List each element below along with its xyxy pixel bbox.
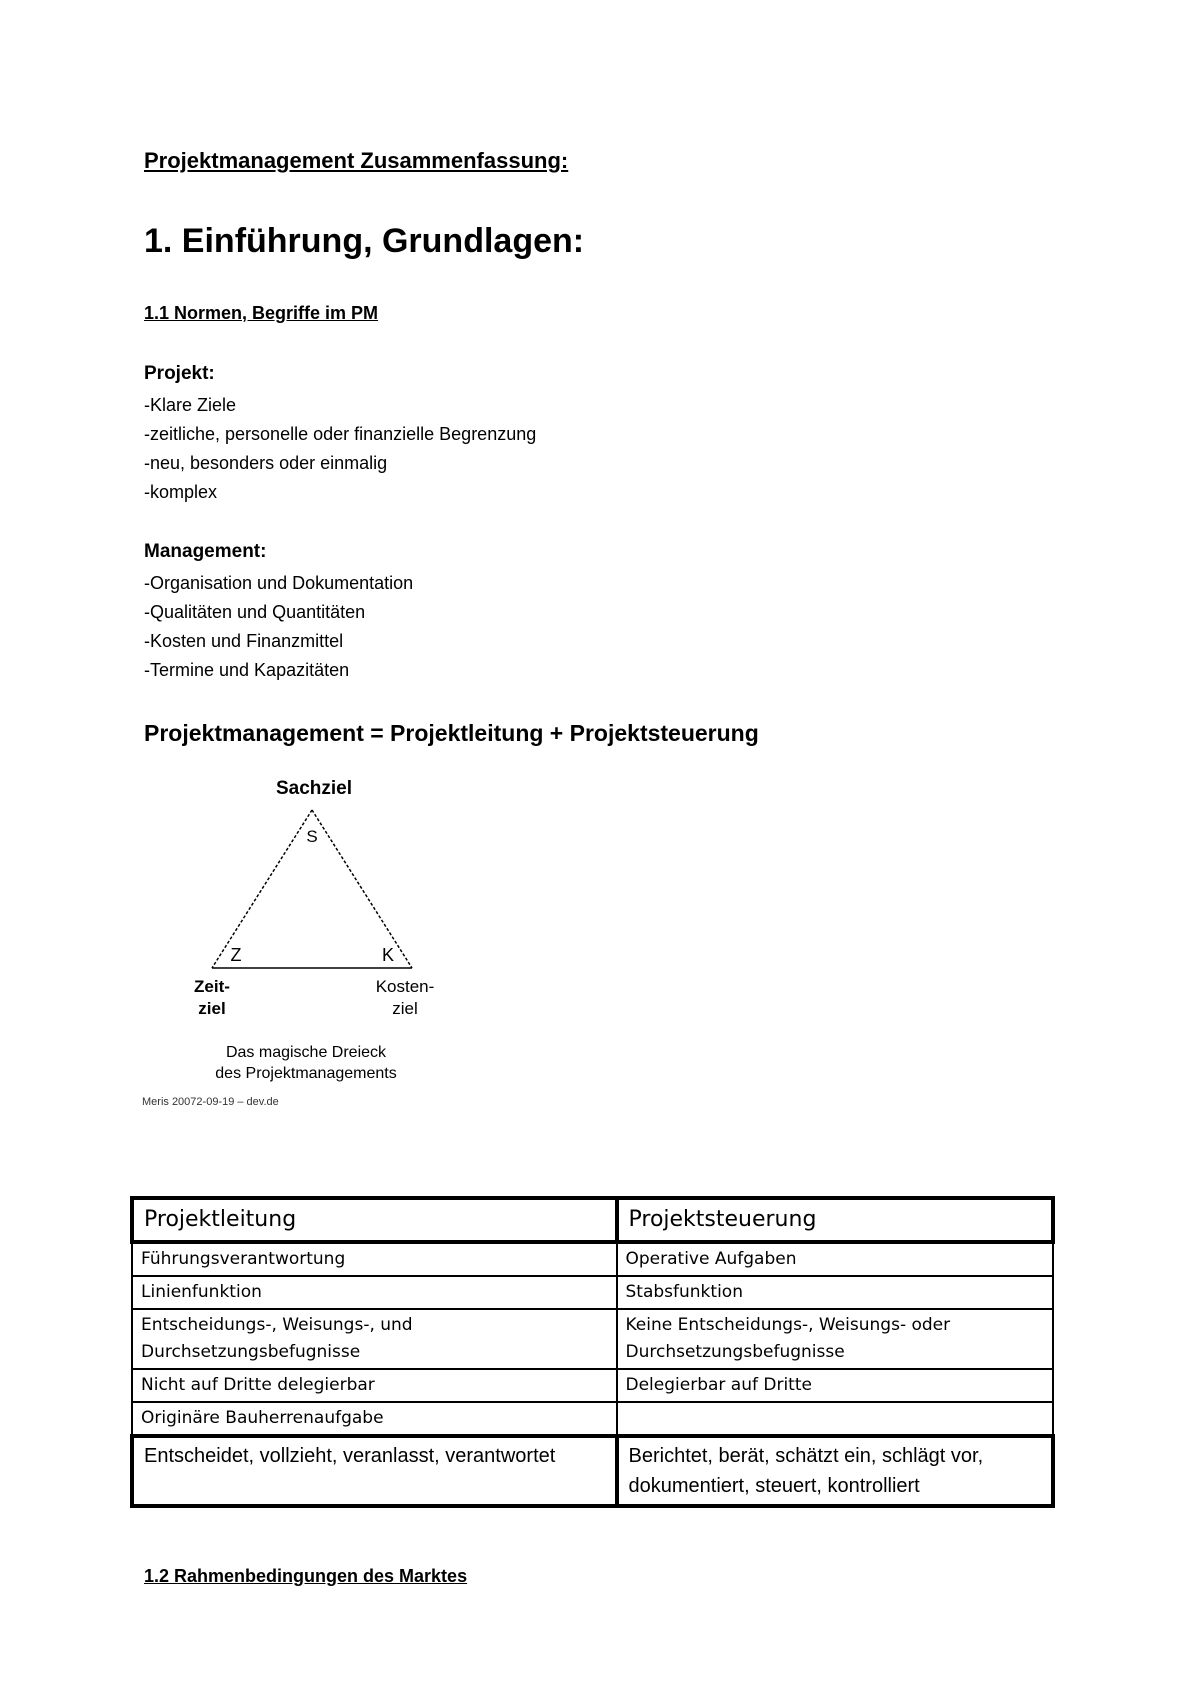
comparison-table xyxy=(130,1196,1055,1508)
table-header-cell: Projektleitung xyxy=(132,1198,617,1242)
table-footer-cell: Entscheidet, vollzieht, veranlasst, verantwortet xyxy=(132,1436,617,1506)
table-cell: Stabsfunktion xyxy=(617,1276,1054,1309)
triangle-left-edge xyxy=(212,810,312,968)
table-row xyxy=(132,1402,1053,1436)
pm-equation-heading: Projektmanagement = Projektleitung + Projektsteuerung xyxy=(144,720,759,746)
table-footer-cell: Berichtet, berät, schätzt ein, schlägt vor, dokumentiert, steuert, kontrolliert xyxy=(617,1436,1054,1506)
projekt-item: -zeitliche, personelle oder finanzielle Begrenzung xyxy=(144,424,537,444)
table-cell: Linienfunktion xyxy=(132,1276,617,1309)
triangle-z-label: Z xyxy=(230,945,242,965)
table-row xyxy=(132,1309,1053,1369)
diagram-caption-line1: Das magische Dreieck xyxy=(225,1044,387,1061)
table-header-row xyxy=(132,1198,1053,1242)
table-cell: Originäre Bauherrenaufgabe xyxy=(132,1402,617,1436)
table-cell: Keine Entscheidungs-, Weisungs- oder Durchsetzungsbefugnisse xyxy=(617,1309,1054,1369)
table-cell xyxy=(617,1402,1054,1436)
table-cell: Nicht auf Dritte delegierbar xyxy=(132,1369,617,1402)
projekt-heading: Projekt: xyxy=(144,363,215,384)
chapter-heading: 1. Einführung, Grundlagen: xyxy=(144,222,585,260)
table-cell: Delegierbar auf Dritte xyxy=(617,1369,1054,1402)
document-title: Projektmanagement Zusammenfassung: xyxy=(144,148,569,173)
diagram-credit: Meris 20072-09-19 – dev.de xyxy=(142,1096,279,1108)
triangle-right-edge xyxy=(312,810,412,968)
table-header-cell: Projektsteuerung xyxy=(617,1198,1054,1242)
kostenziel-label-line2: ziel xyxy=(392,999,418,1018)
projekt-item: -Klare Ziele xyxy=(144,395,237,415)
table-footer-row xyxy=(132,1436,1053,1506)
table-cell: Operative Aufgaben xyxy=(617,1242,1054,1276)
zeitziel-label-line1: Zeit- xyxy=(194,977,230,996)
magic-triangle-diagram xyxy=(140,770,480,1110)
table-cell: Führungsverantwortung xyxy=(132,1242,617,1276)
triangle-top-label: Sachziel xyxy=(275,778,353,799)
kostenziel-label-line1: Kosten- xyxy=(375,977,435,996)
projekt-item: -komplex xyxy=(144,482,218,502)
triangle-s-label: S xyxy=(306,827,318,846)
section-heading-1-2: 1.2 Rahmenbedingungen des Marktes xyxy=(144,1566,468,1586)
table-cell: Entscheidungs-, Weisungs-, und Durchsetzungsbefugnisse xyxy=(132,1309,617,1369)
section-heading-1-1: 1.1 Normen, Begriffe im PM xyxy=(144,303,379,323)
management-item: -Termine und Kapazitäten xyxy=(144,660,350,680)
management-item: -Kosten und Finanzmittel xyxy=(144,631,344,651)
zeitziel-label-line2: ziel xyxy=(198,999,226,1018)
table-row xyxy=(132,1242,1053,1276)
table-row xyxy=(132,1276,1053,1309)
management-heading: Management: xyxy=(144,541,267,562)
table-row xyxy=(132,1369,1053,1402)
management-item: -Qualitäten und Quantitäten xyxy=(144,602,366,622)
triangle-k-label: K xyxy=(381,945,395,965)
diagram-caption-line2: des Projektmanagements xyxy=(215,1065,397,1082)
management-item: -Organisation und Dokumentation xyxy=(144,573,414,593)
projekt-item: -neu, besonders oder einmalig xyxy=(144,453,388,473)
